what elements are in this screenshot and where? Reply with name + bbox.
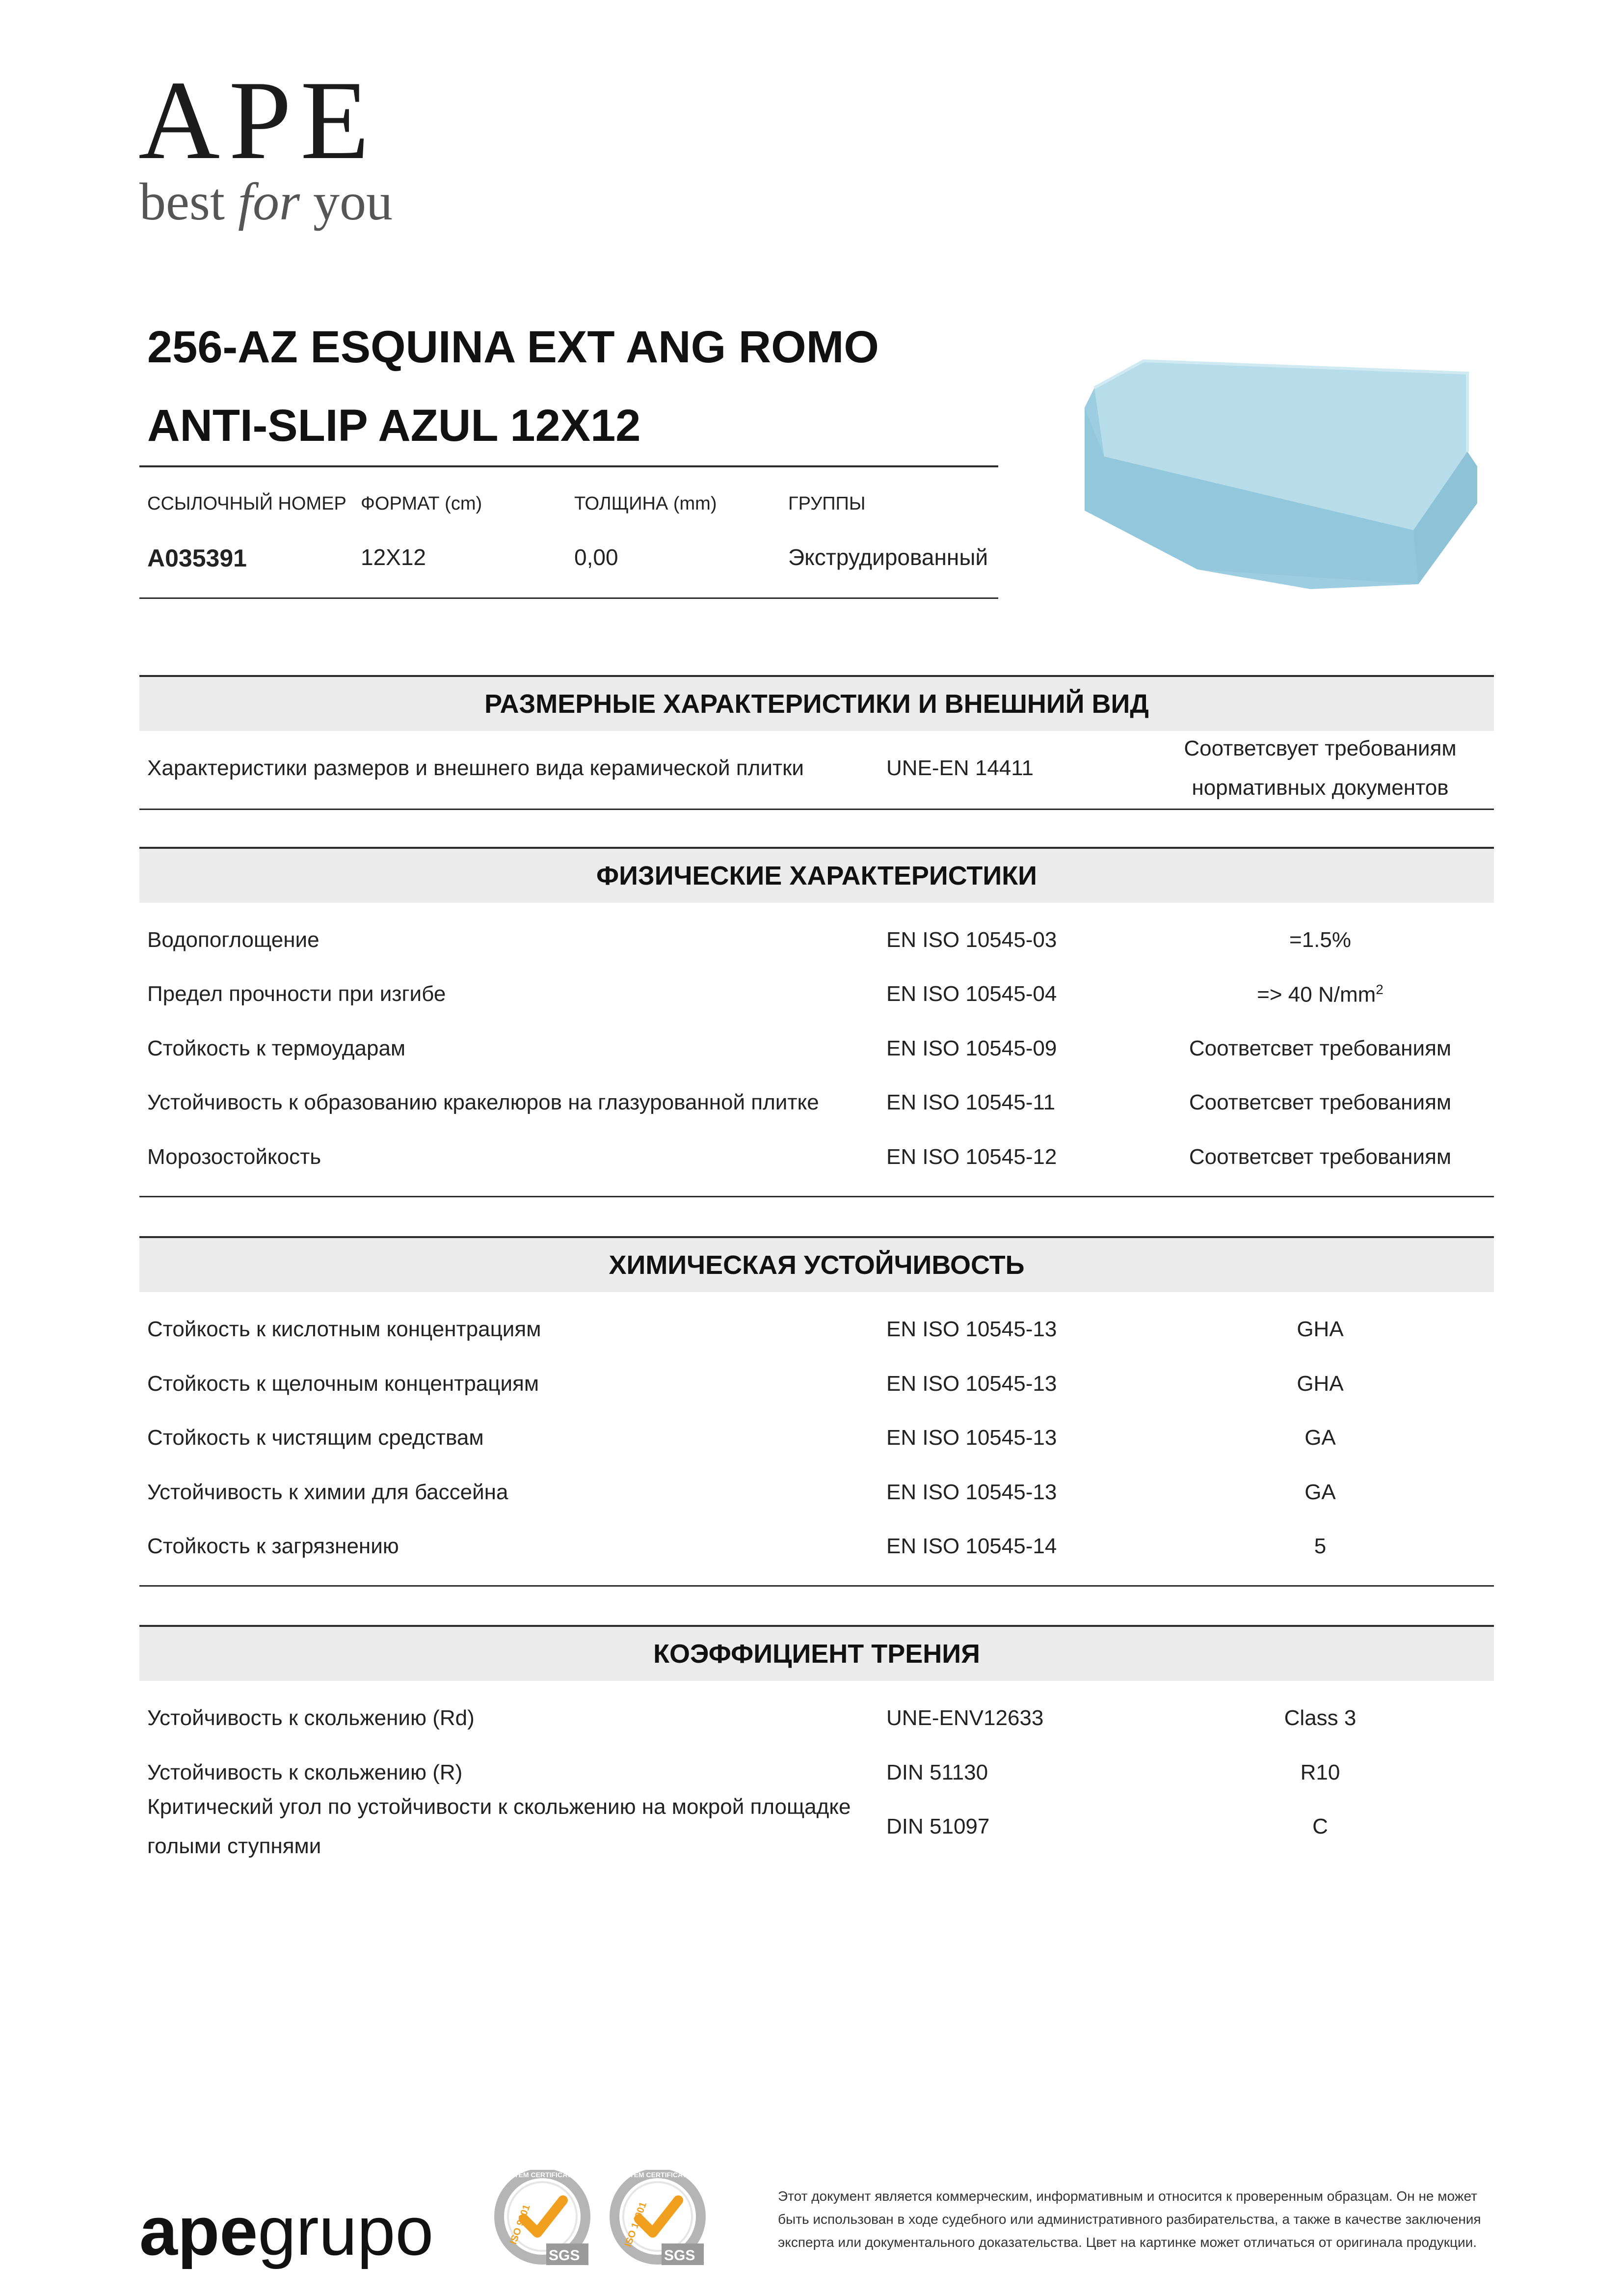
- row-label: Стойкость к кислотным концентрациям: [147, 1317, 541, 1341]
- row-label: Стойкость к загрязнению: [147, 1534, 399, 1558]
- row-norm: EN ISO 10545-13: [886, 1372, 1057, 1396]
- row-value: GHA: [1297, 1317, 1344, 1341]
- section-title-friction: КОЭФФИЦИЕНТ ТРЕНИЯ: [139, 1627, 1494, 1681]
- section-bottom-rule: [139, 1585, 1494, 1587]
- section-title-physical: ФИЗИЧЕСКИЕ ХАРАКТЕРИСТИКИ: [139, 849, 1494, 903]
- iso-9001-ring-text: SYSTEM CERTIFICATION: [501, 2171, 584, 2179]
- meta-format-value: 12X12: [361, 544, 426, 570]
- row-value: 5: [1314, 1534, 1327, 1558]
- row-norm: EN ISO 10545-14: [886, 1534, 1057, 1558]
- footer-disclaimer: Этот документ является коммерческим, информативным и относится к проверенным образцам. Он не может быть использован в ходе судебного или административного разбирательства, а также в качестве заключения эксперта или документального доказательства. Цвет на картинке может отличаться от оригинала продукции.: [778, 2188, 1481, 2250]
- meta-divider: [139, 597, 998, 599]
- row-label: Водопоглощение: [147, 928, 319, 952]
- row-value: R10: [1300, 1760, 1340, 1784]
- row-value: Соответсвет требованиям: [1189, 1090, 1452, 1114]
- meta-header-format: ФОРМАТ (cm): [361, 493, 482, 514]
- row-norm: DIN 51097: [886, 1814, 990, 1838]
- section-bottom-rule: [139, 809, 1494, 810]
- row-label: Стойкость к термоударам: [147, 1036, 406, 1060]
- row-value: GHA: [1297, 1372, 1344, 1396]
- meta-header-reference: ССЫЛОЧНЫЙ НОМЕР: [147, 493, 346, 514]
- meta-thickness-value: 0,00: [574, 544, 618, 570]
- row-norm: EN ISO 10545-11: [886, 1090, 1056, 1114]
- row-value: Соответсвет требованиям: [1189, 1036, 1452, 1060]
- row-value-line1: Соответсвует требованиям: [1184, 736, 1457, 760]
- row-norm: EN ISO 10545-12: [886, 1145, 1057, 1169]
- meta-header-thickness: ТОЛЩИНА (mm): [574, 493, 717, 514]
- row-norm: EN ISO 10545-13: [886, 1480, 1057, 1504]
- row-label: Характеристики размеров и внешнего вида керамической плитки: [147, 756, 804, 780]
- row-norm: UNE-ENV12633: [886, 1706, 1044, 1730]
- row-label: Устойчивость к химии для бассейна: [147, 1480, 508, 1504]
- row-norm: EN ISO 10545-13: [886, 1426, 1057, 1450]
- brand-tagline: best for you: [139, 173, 393, 231]
- brand-logo: APE: [138, 57, 378, 183]
- row-value: C: [1312, 1814, 1328, 1838]
- title-divider: [139, 465, 998, 467]
- product-title-line1: 256-AZ ESQUINA EXT ANG ROMO: [147, 322, 879, 372]
- row-value: Соответсвет требованиям: [1189, 1145, 1452, 1169]
- row-value-line2: нормативных документов: [1192, 776, 1449, 800]
- row-label-line2: голыми ступнями: [147, 1834, 321, 1858]
- iso-9001-sgs-label: SGS: [549, 2247, 580, 2264]
- row-label: Предел прочности при изгибе: [147, 982, 446, 1006]
- product-title-line2: ANTI-SLIP AZUL 12X12: [147, 401, 641, 451]
- section-title-chemical: ХИМИЧЕСКАЯ УСТОЙЧИВОСТЬ: [139, 1238, 1494, 1292]
- row-value: GA: [1304, 1426, 1336, 1450]
- row-label-line1: Критический угол по устойчивости к скольжению на мокрой площадке: [147, 1795, 851, 1819]
- row-label: Устойчивость к скольжению (Rd): [147, 1706, 475, 1730]
- row-value: =1.5%: [1289, 928, 1351, 952]
- row-norm: EN ISO 10545-13: [886, 1317, 1057, 1341]
- row-label: Стойкость к щелочным концентрациям: [147, 1372, 539, 1396]
- section-bottom-rule: [139, 1196, 1494, 1197]
- row-label: Стойкость к чистящим средствам: [147, 1426, 484, 1450]
- apegrupo-logo: apegrupo: [139, 2192, 434, 2269]
- meta-header-group: ГРУППЫ: [788, 493, 866, 514]
- section-title-dimensions: РАЗМЕРНЫЕ ХАРАКТЕРИСТИКИ И ВНЕШНИЙ ВИД: [139, 677, 1494, 731]
- row-label: Устойчивость к скольжению (R): [147, 1760, 463, 1784]
- row-norm: EN ISO 10545-09: [886, 1036, 1057, 1060]
- row-norm: UNE-EN 14411: [886, 756, 1034, 780]
- row-norm: EN ISO 10545-04: [886, 982, 1057, 1006]
- row-value: => 40 $N/mm^2$: [1257, 982, 1384, 1007]
- row-value: GA: [1304, 1480, 1336, 1504]
- row-label: Устойчивость к образованию кракелюров на глазурованной плитке: [147, 1090, 819, 1114]
- iso-14001-sgs-label: SGS: [664, 2247, 695, 2264]
- row-label: Морозостойкость: [147, 1145, 321, 1169]
- iso-14001-ring-text: SYSTEM CERTIFICATION: [616, 2171, 699, 2179]
- iso-14001-label: ISO 14001: [622, 2200, 649, 2249]
- row-norm: EN ISO 10545-03: [886, 928, 1057, 952]
- meta-reference-value: A035391: [147, 544, 247, 572]
- meta-group-value: Экструдированный: [788, 544, 988, 570]
- product-image: [1075, 353, 1497, 599]
- row-norm: DIN 51130: [886, 1760, 988, 1784]
- row-value: Class 3: [1284, 1706, 1357, 1730]
- iso-9001-label: ISO 9001: [507, 2203, 532, 2246]
